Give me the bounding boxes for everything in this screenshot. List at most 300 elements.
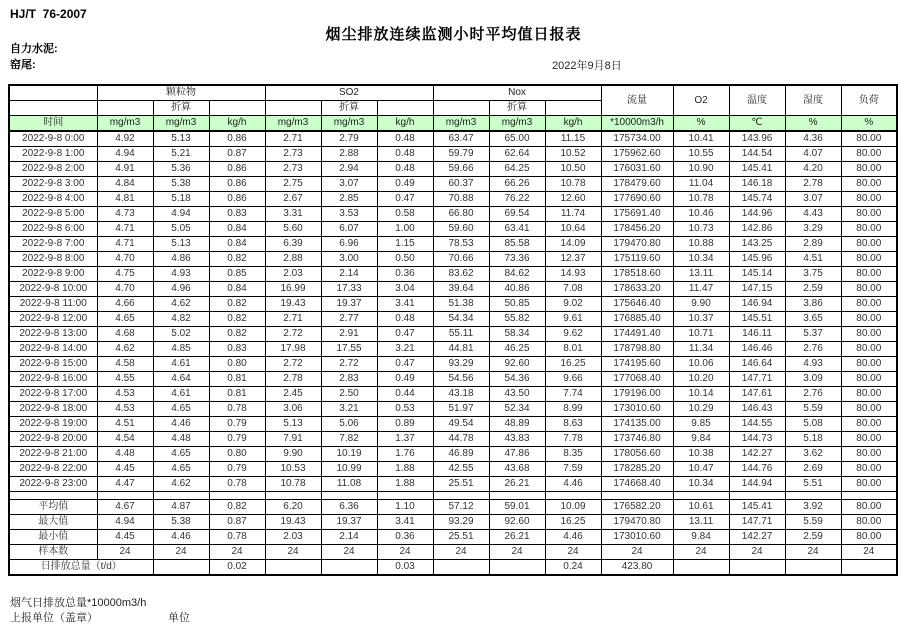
value-cell: 3.65 [785, 312, 841, 327]
value-cell: 63.41 [489, 222, 545, 237]
value-cell: 147.61 [729, 387, 785, 402]
value-cell: 24 [673, 545, 729, 560]
group-flow: 流量 [601, 85, 673, 116]
value-cell: 59.66 [433, 162, 489, 177]
value-cell: 4.61 [153, 387, 209, 402]
value-cell: 4.91 [97, 162, 153, 177]
value-cell: 144.55 [729, 417, 785, 432]
value-cell: 174491.40 [601, 327, 673, 342]
value-cell: 93.29 [433, 515, 489, 530]
value-cell: 3.31 [265, 207, 321, 222]
hour-row [9, 131, 897, 147]
value-cell: 2.67 [265, 192, 321, 207]
value-cell: 0.86 [209, 192, 265, 207]
summary-label: 平均值 [9, 500, 97, 515]
value-cell: 142.27 [729, 530, 785, 545]
value-cell: 50.85 [489, 297, 545, 312]
value-cell: 6.07 [321, 222, 377, 237]
header-blank-cell [433, 101, 489, 116]
value-cell: 4.75 [97, 267, 153, 282]
value-cell: 4.48 [97, 447, 153, 462]
value-cell: 0.24 [545, 560, 601, 576]
value-cell: 46.25 [489, 342, 545, 357]
value-cell: 25.51 [433, 530, 489, 545]
value-cell: 423.80 [601, 560, 673, 576]
time-column-header: 时间 [9, 116, 97, 132]
value-cell: 0.82 [209, 312, 265, 327]
value-cell: 0.03 [377, 560, 433, 576]
value-cell: 24 [265, 545, 321, 560]
value-cell: 3.62 [785, 447, 841, 462]
value-cell [265, 560, 321, 576]
value-cell: 4.87 [153, 500, 209, 515]
value-cell: 5.59 [785, 515, 841, 530]
value-cell: 10.50 [545, 162, 601, 177]
time-cell: 2022-9-8 12:00 [9, 312, 97, 327]
value-cell [321, 560, 377, 576]
value-cell: 5.51 [785, 477, 841, 492]
value-cell: 4.62 [97, 342, 153, 357]
daily-flow-total-label: 烟气日排放总量*10000m3/h [10, 597, 147, 609]
value-cell: 80.00 [841, 462, 897, 477]
value-cell: 145.14 [729, 267, 785, 282]
time-cell: 2022-9-8 9:00 [9, 267, 97, 282]
value-cell: 5.08 [785, 417, 841, 432]
value-cell: 5.18 [785, 432, 841, 447]
value-cell: 10.41 [673, 131, 729, 147]
value-cell: 0.83 [209, 207, 265, 222]
value-cell: 0.79 [209, 417, 265, 432]
value-cell: 4.65 [97, 312, 153, 327]
value-cell: 55.82 [489, 312, 545, 327]
unit-cell: kg/h [209, 116, 265, 132]
value-cell: 0.82 [209, 500, 265, 515]
value-cell: 10.29 [673, 402, 729, 417]
page-title: 烟尘排放连续监测小时平均值日报表 [325, 26, 582, 43]
value-cell: 6.36 [321, 500, 377, 515]
value-cell: 176582.20 [601, 500, 673, 515]
value-cell [433, 560, 489, 576]
value-cell: 9.02 [545, 297, 601, 312]
value-cell: 144.73 [729, 432, 785, 447]
value-cell: 2.76 [785, 387, 841, 402]
value-cell: 0.81 [209, 372, 265, 387]
value-cell: 2.72 [321, 357, 377, 372]
value-cell: 144.76 [729, 462, 785, 477]
empty-cell [433, 492, 489, 500]
unit-label: 单位 [168, 612, 190, 624]
value-cell: 9.84 [673, 432, 729, 447]
value-cell: 0.84 [209, 222, 265, 237]
time-cell: 2022-9-8 8:00 [9, 252, 97, 267]
value-cell: 0.48 [377, 131, 433, 147]
value-cell: 175962.60 [601, 147, 673, 162]
value-cell: 4.93 [153, 267, 209, 282]
hour-row [9, 477, 897, 492]
value-cell: 177068.40 [601, 372, 673, 387]
value-cell: 80.00 [841, 515, 897, 530]
empty-cell [545, 492, 601, 500]
value-cell: 19.37 [321, 297, 377, 312]
hour-row [9, 297, 897, 312]
value-cell: 7.78 [545, 432, 601, 447]
value-cell: 5.21 [153, 147, 209, 162]
value-cell: 3.04 [377, 282, 433, 297]
value-cell: 65.00 [489, 131, 545, 147]
value-cell: 10.99 [321, 462, 377, 477]
value-cell: 10.55 [673, 147, 729, 162]
value-cell: 4.46 [545, 477, 601, 492]
empty-cell [673, 492, 729, 500]
value-cell [489, 560, 545, 576]
value-cell: 4.66 [97, 297, 153, 312]
time-cell: 2022-9-8 19:00 [9, 417, 97, 432]
value-cell: 80.00 [841, 312, 897, 327]
value-cell: 1.15 [377, 237, 433, 252]
value-cell: 0.82 [209, 297, 265, 312]
value-cell: 19.43 [265, 515, 321, 530]
value-cell: 0.48 [377, 147, 433, 162]
value-cell: 10.20 [673, 372, 729, 387]
value-cell: 5.37 [785, 327, 841, 342]
value-cell: 175646.40 [601, 297, 673, 312]
value-cell: 0.78 [209, 402, 265, 417]
time-cell: 2022-9-8 20:00 [9, 432, 97, 447]
value-cell: 0.48 [377, 162, 433, 177]
value-cell: 0.36 [377, 267, 433, 282]
hour-row [9, 387, 897, 402]
value-cell: 80.00 [841, 282, 897, 297]
summary-rows [9, 492, 897, 576]
value-cell: 4.64 [153, 372, 209, 387]
value-cell: 69.54 [489, 207, 545, 222]
value-cell: 2.69 [785, 462, 841, 477]
converted-label-nox: 折算 [489, 101, 545, 116]
value-cell: 145.41 [729, 500, 785, 515]
value-cell: 2.76 [785, 342, 841, 357]
value-cell: 145.41 [729, 162, 785, 177]
value-cell: 59.79 [433, 147, 489, 162]
time-cell: 2022-9-8 10:00 [9, 282, 97, 297]
value-cell: 44.78 [433, 432, 489, 447]
value-cell: 173746.80 [601, 432, 673, 447]
value-cell: 0.78 [209, 477, 265, 492]
value-cell: 146.64 [729, 357, 785, 372]
value-cell: 73.36 [489, 252, 545, 267]
value-cell: 6.20 [265, 500, 321, 515]
hour-row [9, 162, 897, 177]
hour-row [9, 327, 897, 342]
value-cell: 5.36 [153, 162, 209, 177]
hour-row [9, 462, 897, 477]
hour-row [9, 357, 897, 372]
time-cell: 2022-9-8 21:00 [9, 447, 97, 462]
monitoring-table [8, 84, 898, 576]
empty-cell [841, 492, 897, 500]
table-header [9, 85, 897, 131]
unit-cell: % [841, 116, 897, 132]
header-blank-cell [9, 85, 97, 101]
value-cell: 2.77 [321, 312, 377, 327]
summary-row [9, 560, 897, 576]
value-cell: 4.20 [785, 162, 841, 177]
value-cell: 48.89 [489, 417, 545, 432]
value-cell: 145.74 [729, 192, 785, 207]
value-cell: 2.71 [265, 131, 321, 147]
value-cell: 17.33 [321, 282, 377, 297]
value-cell: 4.68 [97, 327, 153, 342]
value-cell: 10.47 [673, 462, 729, 477]
value-cell: 0.36 [377, 530, 433, 545]
value-cell: 49.54 [433, 417, 489, 432]
value-cell: 10.71 [673, 327, 729, 342]
value-cell: 176885.40 [601, 312, 673, 327]
value-cell: 0.49 [377, 372, 433, 387]
value-cell: 6.96 [321, 237, 377, 252]
value-cell: 1.37 [377, 432, 433, 447]
group-so2: SO2 [265, 85, 433, 101]
value-cell: 24 [97, 545, 153, 560]
value-cell: 2.89 [785, 237, 841, 252]
value-cell: 178518.60 [601, 267, 673, 282]
value-cell: 7.82 [321, 432, 377, 447]
value-cell: 24 [377, 545, 433, 560]
value-cell: 64.25 [489, 162, 545, 177]
value-cell: 4.67 [97, 500, 153, 515]
value-cell: 4.81 [97, 192, 153, 207]
value-cell: 2.72 [265, 327, 321, 342]
value-cell: 3.06 [265, 402, 321, 417]
value-cell: 173010.60 [601, 530, 673, 545]
value-cell: 10.53 [265, 462, 321, 477]
site-label: 窑尾: [10, 59, 36, 71]
value-cell: 8.01 [545, 342, 601, 357]
header-blank-cell [545, 101, 601, 116]
unit-cell: kg/h [545, 116, 601, 132]
value-cell: 17.98 [265, 342, 321, 357]
value-cell: 4.94 [153, 207, 209, 222]
time-cell: 2022-9-8 23:00 [9, 477, 97, 492]
value-cell: 7.74 [545, 387, 601, 402]
group-pm: 颗粒物 [97, 85, 265, 101]
value-cell: 2.73 [265, 147, 321, 162]
value-cell: 80.00 [841, 252, 897, 267]
value-cell: 9.62 [545, 327, 601, 342]
value-cell: 4.70 [97, 252, 153, 267]
value-cell: 0.78 [209, 530, 265, 545]
value-cell: 0.87 [209, 515, 265, 530]
value-cell: 11.08 [321, 477, 377, 492]
value-cell: 24 [321, 545, 377, 560]
value-cell: 3.09 [785, 372, 841, 387]
value-cell: 9.90 [673, 297, 729, 312]
value-cell: 4.54 [97, 432, 153, 447]
value-cell: 10.46 [673, 207, 729, 222]
value-cell: 80.00 [841, 297, 897, 312]
value-cell: 3.75 [785, 267, 841, 282]
hour-row [9, 192, 897, 207]
empty-cell [265, 492, 321, 500]
value-cell: 80.00 [841, 417, 897, 432]
converted-label-pm: 折算 [153, 101, 209, 116]
value-cell: 177690.60 [601, 192, 673, 207]
value-cell: 54.36 [489, 372, 545, 387]
value-cell: 13.11 [673, 267, 729, 282]
unit-cell: *10000m3/h [601, 116, 673, 132]
value-cell: 0.85 [209, 267, 265, 282]
value-cell: 26.21 [489, 530, 545, 545]
value-cell: 4.46 [153, 417, 209, 432]
value-cell: 80.00 [841, 447, 897, 462]
time-cell: 2022-9-8 0:00 [9, 131, 97, 147]
value-cell: 4.86 [153, 252, 209, 267]
value-cell: 2.88 [321, 147, 377, 162]
value-cell: 80.00 [841, 177, 897, 192]
value-cell: 0.84 [209, 282, 265, 297]
unit-cell: mg/m3 [321, 116, 377, 132]
value-cell: 80.00 [841, 500, 897, 515]
value-cell: 1.88 [377, 477, 433, 492]
value-cell: 4.47 [97, 477, 153, 492]
time-cell: 2022-9-8 1:00 [9, 147, 97, 162]
value-cell: 9.66 [545, 372, 601, 387]
value-cell: 4.55 [97, 372, 153, 387]
value-cell: 5.05 [153, 222, 209, 237]
value-cell: 7.59 [545, 462, 601, 477]
value-cell: 0.58 [377, 207, 433, 222]
value-cell [729, 560, 785, 576]
summary-row [9, 530, 897, 545]
value-cell: 58.34 [489, 327, 545, 342]
value-cell: 43.83 [489, 432, 545, 447]
value-cell: 80.00 [841, 357, 897, 372]
value-cell: 80.00 [841, 237, 897, 252]
value-cell: 5.38 [153, 515, 209, 530]
value-cell: 2.73 [265, 162, 321, 177]
value-cell: 3.00 [321, 252, 377, 267]
value-cell: 80.00 [841, 372, 897, 387]
value-cell: 76.22 [489, 192, 545, 207]
value-cell: 3.53 [321, 207, 377, 222]
value-cell: 178456.20 [601, 222, 673, 237]
empty-cell [785, 492, 841, 500]
value-cell: 0.47 [377, 357, 433, 372]
value-cell: 11.34 [673, 342, 729, 357]
value-cell: 0.79 [209, 432, 265, 447]
summary-row [9, 515, 897, 530]
value-cell: 17.55 [321, 342, 377, 357]
value-cell: 178633.20 [601, 282, 673, 297]
value-cell: 4.92 [97, 131, 153, 147]
value-cell: 142.27 [729, 447, 785, 462]
value-cell: 80.00 [841, 402, 897, 417]
time-cell: 2022-9-8 6:00 [9, 222, 97, 237]
value-cell: 0.48 [377, 312, 433, 327]
value-cell: 24 [545, 545, 601, 560]
value-cell: 146.43 [729, 402, 785, 417]
value-cell: 7.91 [265, 432, 321, 447]
value-cell: 179470.80 [601, 515, 673, 530]
standard-code: HJ/T 76-2007 [10, 7, 87, 21]
value-cell: 0.82 [209, 327, 265, 342]
group-header-row [9, 85, 897, 101]
header-blank-cell [209, 101, 265, 116]
value-cell: 43.18 [433, 387, 489, 402]
value-cell: 3.21 [377, 342, 433, 357]
value-cell: 14.93 [545, 267, 601, 282]
empty-cell [97, 492, 153, 500]
value-cell: 24 [729, 545, 785, 560]
value-cell: 80.00 [841, 147, 897, 162]
value-cell: 4.65 [153, 462, 209, 477]
value-cell: 0.86 [209, 131, 265, 147]
value-cell: 57.12 [433, 500, 489, 515]
value-cell: 178285.20 [601, 462, 673, 477]
value-cell: 60.37 [433, 177, 489, 192]
value-cell: 4.71 [97, 237, 153, 252]
data-rows [9, 131, 897, 492]
value-cell: 10.52 [545, 147, 601, 162]
value-cell: 3.21 [321, 402, 377, 417]
summary-label: 最小值 [9, 530, 97, 545]
value-cell: 4.96 [153, 282, 209, 297]
value-cell: 92.60 [489, 515, 545, 530]
value-cell: 4.36 [785, 131, 841, 147]
hour-row [9, 267, 897, 282]
group-o2: O2 [673, 85, 729, 116]
header-blank-cell [97, 101, 153, 116]
value-cell: 5.13 [265, 417, 321, 432]
time-cell: 2022-9-8 13:00 [9, 327, 97, 342]
unit-cell: mg/m3 [97, 116, 153, 132]
value-cell: 16.25 [545, 357, 601, 372]
value-cell: 146.18 [729, 177, 785, 192]
value-cell: 78.53 [433, 237, 489, 252]
hour-row [9, 342, 897, 357]
value-cell: 4.71 [97, 222, 153, 237]
value-cell: 16.99 [265, 282, 321, 297]
value-cell: 0.87 [209, 147, 265, 162]
header-blank-cell [265, 101, 321, 116]
value-cell: 42.55 [433, 462, 489, 477]
value-cell: 80.00 [841, 222, 897, 237]
value-cell: 4.65 [153, 447, 209, 462]
value-cell: 80.00 [841, 207, 897, 222]
value-cell: 0.53 [377, 402, 433, 417]
unit-cell: ℃ [729, 116, 785, 132]
value-cell: 5.38 [153, 177, 209, 192]
time-cell: 2022-9-8 18:00 [9, 402, 97, 417]
value-cell: 0.47 [377, 192, 433, 207]
group-temp: 温度 [729, 85, 785, 116]
value-cell: 10.61 [673, 500, 729, 515]
value-cell: 7.08 [545, 282, 601, 297]
value-cell: 5.59 [785, 402, 841, 417]
value-cell [673, 560, 729, 576]
value-cell: 0.82 [209, 252, 265, 267]
value-cell: 4.84 [97, 177, 153, 192]
value-cell: 146.11 [729, 327, 785, 342]
value-cell: 4.73 [97, 207, 153, 222]
value-cell: 4.62 [153, 297, 209, 312]
value-cell: 0.89 [377, 417, 433, 432]
converted-label-so2: 折算 [321, 101, 377, 116]
value-cell: 12.37 [545, 252, 601, 267]
hour-row [9, 447, 897, 462]
value-cell: 5.13 [153, 237, 209, 252]
value-cell: 10.64 [545, 222, 601, 237]
value-cell: 144.96 [729, 207, 785, 222]
